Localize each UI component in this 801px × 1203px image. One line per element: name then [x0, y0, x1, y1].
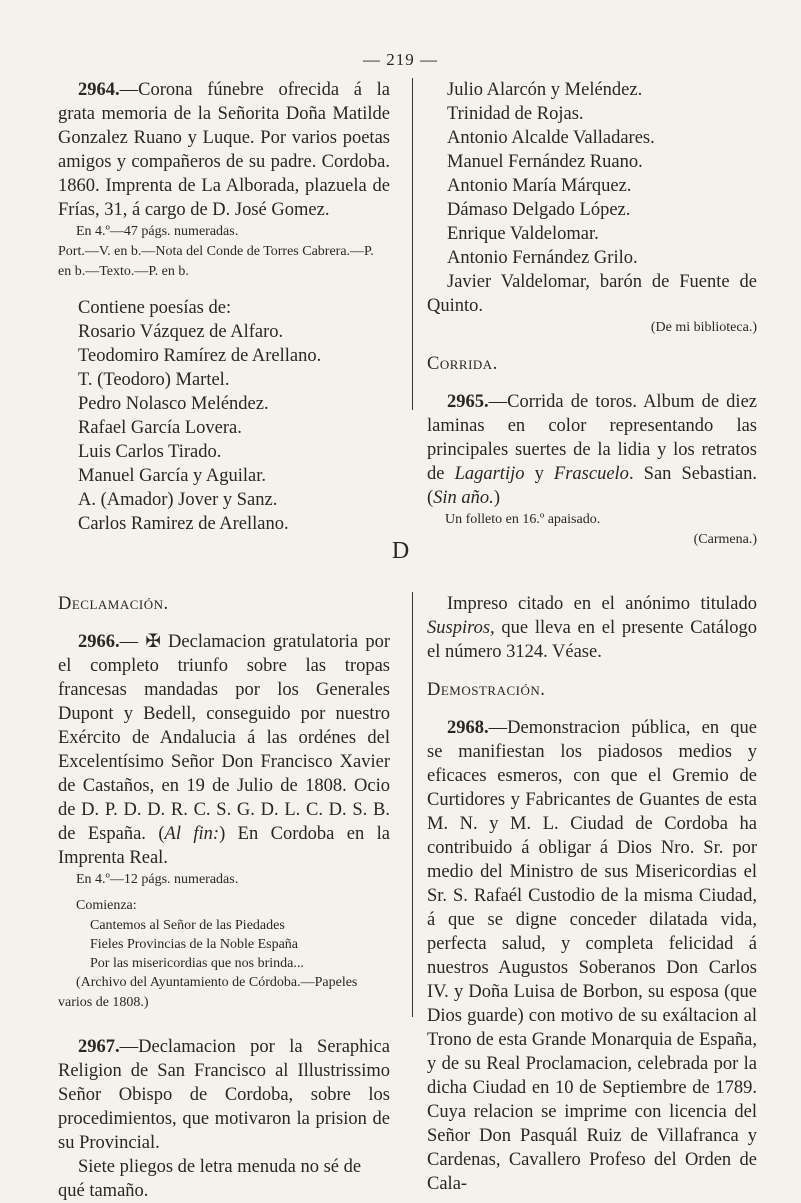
entry-italic: Lagartijo: [454, 464, 525, 484]
poet-list: [58, 320, 390, 536]
entry-text: que lleva en el presente Catálogo el número 3124. Véase.: [427, 618, 757, 662]
entry-description: Port.—V. en b.—Nota del Conde de Torres Cabrera.—P. en b.—Texto.—P. en b.: [58, 244, 374, 279]
entry-2968: [427, 716, 757, 1196]
entry-italic: Suspiros,: [427, 618, 495, 638]
right-column-top: [427, 78, 757, 550]
source-note: (Archivo del Ayuntamiento de Córdoba.—Papeles varios de 1808.): [58, 975, 358, 1010]
column-rule-bottom: [412, 592, 413, 1017]
verse-line: Por las misericordias que nos brinda...: [90, 956, 304, 971]
contains-label: Contiene poesías de:: [78, 298, 232, 318]
poet-name: Luis Carlos Tirado.: [78, 442, 222, 462]
entry-text: —Corona fúnebre ofrecida á la grata memoria de la Señorita Doña Matilde Gonzalez Ruano y Luque. Por varios poetas amigos y compañeros de su padre. Cordoba. 1860. Imprenta de La Alborada, plazuela de Frías, 31, á cargo de D. José Gomez.: [58, 80, 390, 220]
entry-number: 2964.: [78, 80, 120, 100]
page-number: — 219 —: [363, 50, 438, 69]
poet-name: Enrique Valdelomar.: [447, 224, 599, 244]
entry-number: 2968.: [447, 718, 489, 738]
entry-description: Siete pliegos de letra menuda no sé de qué tamaño.: [58, 1157, 362, 1201]
poet-name: Julio Alarcón y Meléndez.: [447, 80, 643, 100]
entry-2966: [58, 630, 390, 870]
entry-text: Impreso citado en el anónimo titulado: [447, 594, 757, 614]
left-column-top: [58, 78, 390, 536]
poet-name: Dámaso Delgado López.: [447, 200, 631, 220]
left-column-bottom: [58, 592, 390, 1203]
section-heading-declamacion: Declamación.: [58, 594, 169, 614]
source-note: (De mi biblioteca.): [650, 320, 757, 335]
letter-heading: D: [391, 538, 410, 564]
entry-text: — ✠ Declamacion gratulatoria por el completo triunfo sobre las tropas francesas mandadas por los Generales Dupont y Bedell, conseguido por nuestro Exército de Andalucia á las ordénes del Excelentísimo Señor Don Francisco Xavier de Castaños, en 19 de Julio de 1808. Ocio de D. P. D. D. R. C. S. G. D. L. C. D. S. B. de España. (: [58, 632, 390, 844]
entry-number: 2967.: [78, 1037, 120, 1057]
entry-italic: Frascuelo: [553, 464, 629, 484]
source-note: (Carmena.): [693, 532, 757, 547]
entry-text: y: [524, 464, 554, 484]
poet-name: Antonio Alcalde Valladares.: [447, 128, 655, 148]
entry-description: En 4.º—47 págs. numeradas.: [76, 224, 239, 239]
poet-name: Javier Valdelomar, barón de Fuente de Quinto.: [427, 272, 757, 316]
poet-name: Carlos Ramirez de Arellano.: [78, 514, 289, 534]
entry-number: 2966.: [78, 632, 120, 652]
entry-2965: [427, 390, 757, 510]
poet-name: Rafael García Lovera.: [78, 418, 242, 438]
cross-reference: [427, 592, 757, 664]
entry-description: En 4.º—12 págs. numeradas.: [76, 872, 239, 887]
poet-name: T. (Teodoro) Martel.: [78, 370, 230, 390]
entry-text: —Corrida de toros. Album de diez laminas en color representando las principales suertes de la lidia y los retratos de: [427, 392, 757, 484]
entry-italic: Al fin:: [164, 824, 220, 844]
poet-name: Antonio Fernández Grilo.: [447, 248, 638, 268]
poet-name: Manuel Fernández Ruano.: [447, 152, 643, 172]
verse-line: Cantemos al Señor de las Piedades: [90, 918, 285, 933]
verse-quote: [58, 916, 390, 973]
entry-text: —Demonstracion pública, en que se manifiestan los piadosos medios y eficaces esmeros, con que el Gremio de Curtidores y Fabricantes de Guantes de esta M. N. y M. L. Ciudad de Cordoba ha contribuido á obligar á Dios Nro. Sr. por medio del Ministro de sus Misericordias el Sr. S. Rafaél Custodio de la misma Ciudad, á que se digne conceder dilatada vida, perfecta salud, y completa felicidad á nuestros Augustos Soberanos Don Carlos IV. y Doña Luisa de Borbon, su esposa (que Dios guarde) con motivo de su exáltacion al Trono de esta Grande Monarquia de España, y de su Real Proclamacion, celebrada por la dicha Ciudad en 10 de Septiembre de 1789. Cuya relacion se imprime con licencia del Señor Don Pasquál Ruiz de Villafranca y Cardenas, Cavallero Profeso del Orden de Cala-: [427, 718, 757, 1194]
verse-line: Fieles Provincias de la Noble España: [90, 937, 299, 952]
poet-name: Rosario Vázquez de Alfaro.: [78, 322, 284, 342]
entry-2964: [58, 78, 390, 222]
entry-text: . San Sebastian. (: [427, 464, 758, 508]
entry-text: ) En Cordoba en la Imprenta Real.: [58, 824, 390, 868]
entry-text: —Declamacion por la Seraphica Religion de San Francisco al Illustrissimo Señor Obispo de Cordoba, sobre los procedimientos, que motivaron la prision de su Provincial.: [58, 1037, 390, 1153]
section-heading-corrida: Corrida.: [427, 354, 498, 374]
section-heading-demostracion: Demostración.: [427, 680, 546, 700]
right-column-bottom: [427, 592, 757, 1196]
entry-text: ): [493, 488, 500, 508]
entry-number: 2965.: [447, 392, 489, 412]
poet-name: Trinidad de Rojas.: [447, 104, 584, 124]
poet-name: A. (Amador) Jover y Sanz.: [78, 490, 278, 510]
entry-italic: Sin año.: [433, 488, 494, 508]
poet-list-continued: [427, 78, 757, 318]
column-rule-top: [412, 78, 413, 410]
entry-2967: [58, 1035, 390, 1155]
begins-label: Comienza:: [76, 898, 137, 913]
poet-name: Pedro Nolasco Meléndez.: [78, 394, 269, 414]
poet-name: Teodomiro Ramírez de Arellano.: [78, 346, 322, 366]
entry-description: Un folleto en 16.º apaisado.: [445, 512, 601, 527]
poet-name: Antonio María Márquez.: [447, 176, 632, 196]
poet-name: Manuel García y Aguilar.: [78, 466, 267, 486]
